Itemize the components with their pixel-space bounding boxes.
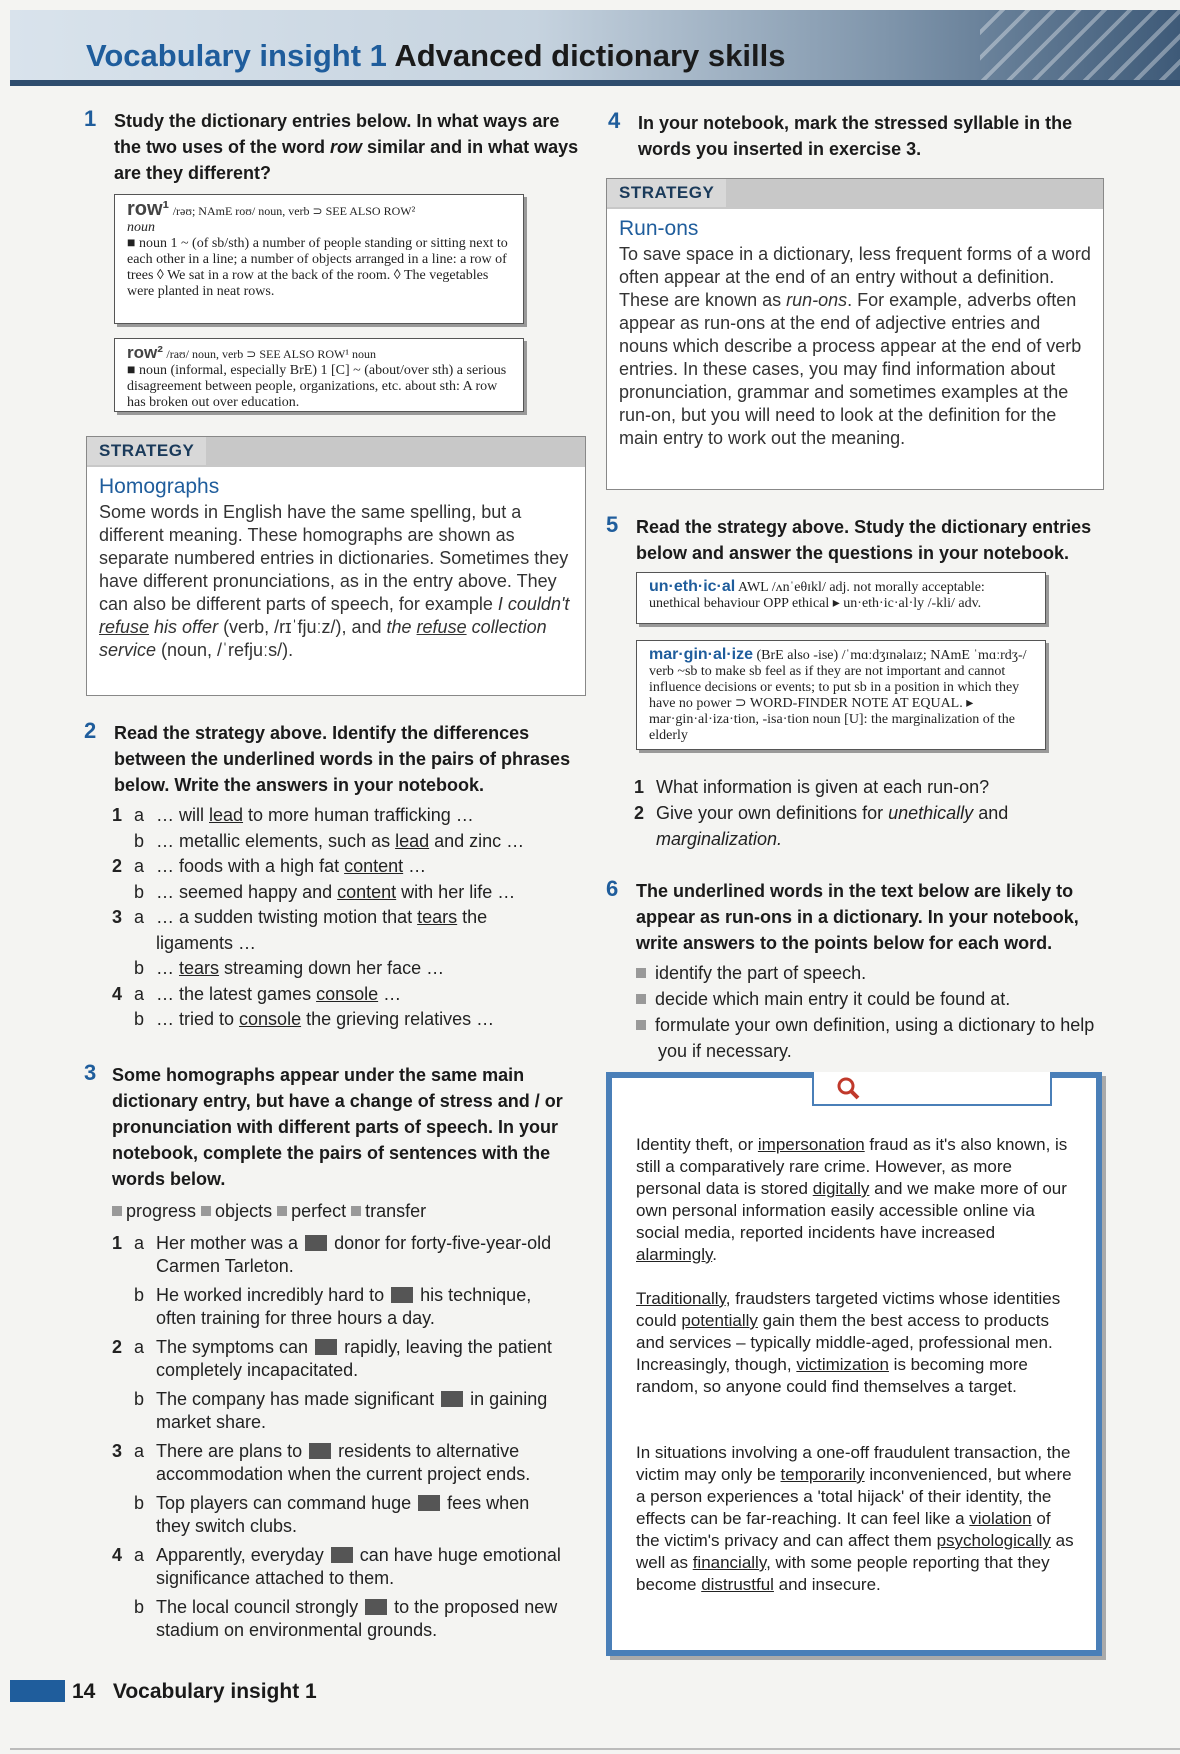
- item-text: Apparently, everyday can have huge emotional: [156, 1545, 561, 1565]
- footer-rule: [10, 1748, 1180, 1750]
- item-letter: a: [134, 983, 145, 1004]
- item-number: 1: [112, 1233, 123, 1253]
- ex2-number: 2: [84, 718, 97, 743]
- word-1: progress: [126, 1201, 197, 1221]
- item-number: 1: [112, 805, 123, 825]
- headword-unethical: un·eth·ic·al: [649, 578, 736, 595]
- underlined-word: tears: [179, 958, 220, 978]
- strategy-title: Homographs: [99, 475, 220, 498]
- gap-box: [305, 1235, 327, 1251]
- word-2: objects: [215, 1201, 273, 1221]
- gap-box: [309, 1443, 331, 1459]
- ex4-question: In your notebook, mark the stressed syllable in the words you inserted in exercise 3.: [638, 113, 1073, 159]
- bullet-square: [112, 1206, 122, 1216]
- item-text: The symptoms can rapidly, leaving the patient: [156, 1337, 552, 1357]
- item-text-cont: Carmen Tarleton.: [156, 1256, 294, 1276]
- ex5-q2-cont: marginalization.: [656, 829, 783, 849]
- item-letter: b: [134, 830, 145, 851]
- dict-entry-row2: [114, 338, 524, 412]
- word-3: perfect: [291, 1201, 347, 1221]
- item-text-cont: often training for three hours a day.: [156, 1308, 435, 1328]
- underlined-word: lead: [395, 830, 430, 851]
- entry-marginalize-text: (BrE also -ise) /ˈmɑːdʒɪnəlaɪz; NAmE ˈmɑːrdʒ-/ verb ~sb to make sb feel as if they are not important and cannot influence decisions or events; to put sb in a position in which they have no power ⊃ WORD-FINDER NOTE AT EQUAL. ▸ mar·gin·al·iza·tion, -isa·tion noun [U]: the marginalization of the elderly: [649, 648, 1027, 743]
- banner-decoration: [980, 10, 1180, 86]
- ex5-number: 5: [606, 512, 619, 537]
- strategy-text: To save space in a dictionary, less frequent forms of a word often appear at the end of an entry without a definition. These are known as run-ons. For example, adverbs often appear as run-ons at the end of adjective entries and nouns which describe a process appear at the end of verb entries. In these cases, you may find information about pronunciation, grammar and sometimes examples at the run-on, but you will need to look at the definition for the main entry to work out the meaning.: [619, 244, 1091, 448]
- item-letter: b: [134, 1009, 145, 1029]
- page-title: [86, 38, 785, 74]
- item-number: 2: [112, 1337, 123, 1357]
- ex6-bullet-3: formulate your own definition, using a dictionary to help you if necessary.: [636, 1012, 1096, 1064]
- item-text: … a sudden twisting motion that tears the: [156, 907, 488, 927]
- item-text: … metallic elements, such as lead and zinc …: [156, 830, 525, 851]
- ex1-question: Study the dictionary entries below. In what ways are the two uses of the word row similar and in what ways are they different?: [114, 111, 579, 183]
- reading-text-box: [606, 1072, 1102, 1656]
- bullet-square: [636, 968, 646, 978]
- gap-box: [365, 1599, 387, 1615]
- strategy-header: [607, 179, 1103, 209]
- dict-entry-row1: [114, 194, 524, 324]
- gap-box: [331, 1547, 353, 1563]
- ex2-question: Read the strategy above. Identify the differences between the underlined words in the pairs of phrases below. Write the answers in your notebook.: [114, 723, 571, 795]
- bullet-square: [636, 994, 646, 1004]
- underlined-word: lead: [209, 805, 244, 825]
- item-letter: a: [134, 907, 145, 927]
- item-letter: b: [134, 1597, 145, 1617]
- item-letter: a: [134, 805, 145, 825]
- ex3-wordbank: [112, 1198, 426, 1224]
- ex5-q1-text: What information is given at each run-on?: [656, 777, 990, 797]
- header-banner: [10, 10, 1180, 86]
- ex6-bullet-2: decide which main entry it could be found at.: [636, 986, 1096, 1012]
- item-letter: b: [134, 1493, 145, 1513]
- strategy-homographs-box: [86, 436, 586, 696]
- word-4: transfer: [365, 1201, 427, 1221]
- ex5-question: Read the strategy above. Study the dictionary entries below and answer the questions in your notebook.: [636, 517, 1092, 563]
- footer-label: Vocabulary insight 1: [112, 1680, 317, 1703]
- ex6-bullet-1: identify the part of speech.: [636, 960, 1096, 986]
- bullet-square: [636, 1020, 646, 1030]
- item-letter: b: [134, 958, 145, 978]
- ex1-number: 1: [84, 106, 97, 131]
- item-letter: a: [134, 1337, 145, 1357]
- entry-row2-pron: /raʊ/ noun, verb ⊃ SEE ALSO ROW¹ noun: [166, 347, 376, 361]
- strategy-header: [87, 437, 585, 467]
- item-text: … the latest games console …: [156, 983, 402, 1004]
- underlined-word: console: [239, 1009, 302, 1029]
- title-rest: Advanced dictionary skills: [394, 38, 786, 73]
- title-prefix: Vocabulary insight 1: [86, 38, 387, 73]
- item-letter: a: [134, 1441, 145, 1461]
- headword-row1: row¹: [127, 198, 170, 220]
- bullet-square: [277, 1206, 287, 1216]
- item-text-cont: significance attached to them.: [156, 1568, 395, 1588]
- item-text: He worked incredibly hard to his technique,: [156, 1285, 532, 1305]
- strategy-label: STRATEGY: [87, 437, 206, 465]
- item-letter: a: [134, 856, 145, 876]
- reading-paragraph-2: Traditionally, fraudsters targeted victims whose identities could potentially gain them the best access to products and services – typically middle-aged, professional men. Increasingly, though, victimization is becoming more random, so anyone could find themselves a target.: [636, 1289, 1061, 1396]
- strategy-title: Run-ons: [619, 217, 699, 240]
- item-text: ligaments …: [156, 932, 257, 953]
- entry-unethical-text: AWL /ʌnˈeθɪkl/ adj. not morally acceptable: unethical behaviour OPP ethical ▸ un·eth·ic·al·ly /-kli/ adv.: [649, 580, 985, 611]
- entry-row1-pos: noun: [127, 220, 155, 235]
- headword-row2: row²: [127, 343, 163, 362]
- item-text: Top players can command huge fees when: [156, 1493, 530, 1513]
- item-letter: a: [134, 1233, 145, 1253]
- underlined-word: tears: [417, 907, 458, 927]
- strategy-runons-box: [606, 178, 1104, 490]
- reading-paragraph-1: Identity theft, or impersonation fraud as it's also known, is still a comparatively rare crime. However, as more personal data is stored digitally and we make more of our own personal information easily accessible online via social media, reported incidents have increased alarmingly.: [636, 1135, 1068, 1264]
- ex5-q1-num: 1: [634, 777, 645, 797]
- ex6-question: The underlined words in the text below are likely to appear as run-ons in a dictionary. In your notebook, write answers to the points below for each word.: [636, 881, 1079, 953]
- dict-entry-unethical: [636, 572, 1046, 624]
- ex3-number: 3: [84, 1060, 97, 1085]
- search-bar[interactable]: [812, 1072, 1052, 1106]
- bullet-square: [351, 1206, 361, 1216]
- item-text: … seemed happy and content with her life …: [156, 881, 516, 902]
- item-number: 4: [112, 1545, 123, 1565]
- underlined-word: content: [337, 881, 397, 902]
- item-text: … tears streaming down her face …: [156, 958, 445, 978]
- reading-paragraph-3: In situations involving a one-off fraudulent transaction, the victim may only be temporarily inconvenienced, but where a person experiences a 'total hijack' of their identity, the effects can be far-reaching. It can feel like a violation of the victim's privacy and can affect them psychologically as well as financially, with some people reporting that they become distrustful and insecure.: [636, 1443, 1074, 1594]
- search-icon: [834, 1074, 864, 1104]
- item-text-cont: stadium on environmental grounds.: [156, 1620, 438, 1640]
- headword-marginalize: mar·gin·al·ize: [649, 646, 754, 663]
- bullet-square: [201, 1206, 211, 1216]
- ex5-q2-num: 2: [634, 803, 645, 823]
- gap-box: [418, 1495, 440, 1511]
- item-text-cont: accommodation when the current project ends.: [156, 1464, 531, 1484]
- underlined-word: console: [316, 983, 379, 1004]
- item-text-cont: completely incapacitated.: [156, 1360, 359, 1380]
- item-letter: a: [134, 1545, 145, 1565]
- banner-rule: [10, 80, 1180, 86]
- gap-box: [315, 1339, 337, 1355]
- item-number: 2: [112, 856, 123, 876]
- item-letter: b: [134, 1285, 145, 1305]
- ex5-question-2-cont: [656, 828, 1096, 851]
- dict-entry-marginalize: [636, 640, 1046, 750]
- item-letter: b: [134, 1389, 145, 1409]
- item-letter: b: [134, 881, 145, 902]
- item-text: … foods with a high fat content …: [156, 856, 427, 876]
- strategy-label: STRATEGY: [607, 179, 726, 207]
- item-text-cont: they switch clubs.: [156, 1516, 298, 1536]
- entry-row1-pron: /rəʊ; NAmE roʊ/ noun, verb ⊃ SEE ALSO ROW²: [172, 204, 416, 218]
- item-text: Her mother was a donor for forty-five-year-old: [156, 1233, 552, 1253]
- gap-box: [441, 1391, 463, 1407]
- underlined-word: content: [344, 856, 404, 876]
- item-text: … will lead to more human trafficking …: [156, 805, 474, 825]
- item-text: The company has made significant in gaining: [156, 1389, 548, 1409]
- item-text: … tried to console the grieving relatives …: [156, 1009, 495, 1029]
- ex3-question: Some homographs appear under the same main dictionary entry, but have a change of stress and / or pronunciation with different parts of speech. In your notebook, complete the pairs of sentences with the words below.: [112, 1065, 563, 1189]
- entry-row1-def: ■ noun 1 ~ (of sb/sth) a number of people standing or sitting next to each other in a line; a number of objects arranged in a line: a row of trees ◊ We sat in a row at the back of the room. ◊ The vegetables were planted in neat rows.: [127, 236, 508, 299]
- page-number: 14: [72, 1680, 96, 1703]
- item-number: 3: [112, 907, 123, 927]
- ex6-number: 6: [606, 876, 619, 901]
- page-footer: [72, 1680, 317, 1704]
- ex5-q2-text: Give your own definitions for unethically and: [656, 803, 1009, 823]
- item-text: There are plans to residents to alternative: [156, 1441, 520, 1461]
- item-number: 4: [112, 983, 123, 1004]
- item-text-cont: market share.: [156, 1412, 267, 1432]
- strategy-text: Some words in English have the same spelling, but a different meaning. These homographs are shown as separate numbered entries in dictionaries. Sometimes they have different pronunciations, as in the entry above. They can also be different parts of speech, for example I couldn't refuse his offer (verb, /rɪˈfjuːz/), and the refuse collection service (noun, /ˈrefjuːs/).: [99, 502, 570, 660]
- entry-row2-def: ■ noun (informal, especially BrE) 1 [C] ~ (about/over sth) a serious disagreement between people, organizations, etc. about sth: A row has broken out over education.: [127, 363, 507, 410]
- ex6-bullets: [636, 960, 1096, 1064]
- item-text: The local council strongly to the proposed new: [156, 1597, 558, 1617]
- gap-box: [391, 1287, 413, 1303]
- footer-bar: [10, 1680, 65, 1702]
- ex4-number: 4: [608, 108, 621, 133]
- item-number: 3: [112, 1441, 123, 1461]
